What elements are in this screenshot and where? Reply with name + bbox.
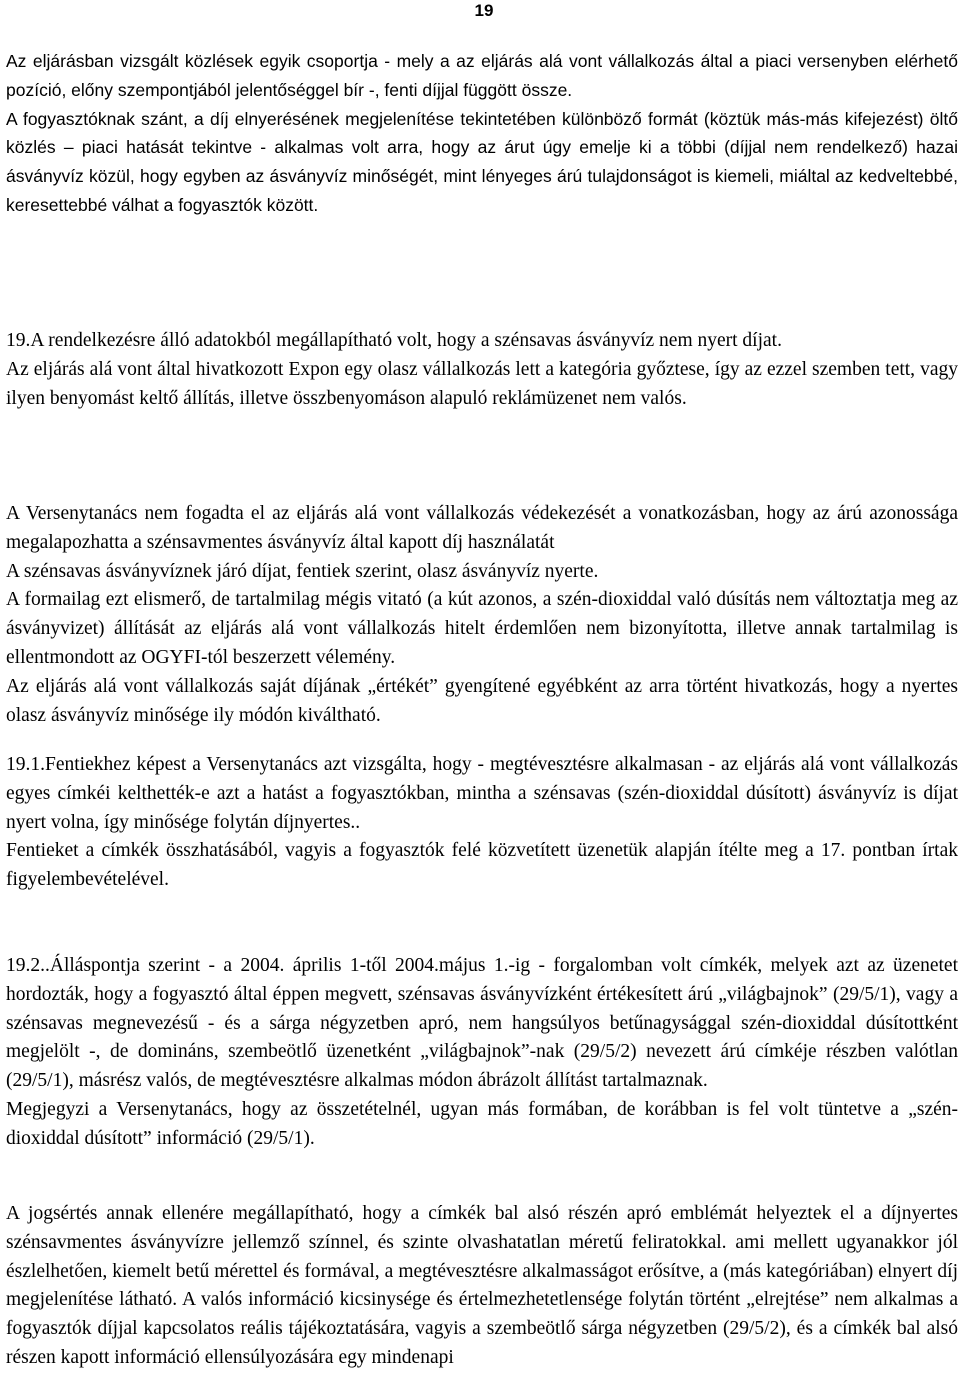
paragraph-block-award-communication bbox=[6, 47, 958, 220]
paragraph: 19.1.Fentiekhez képest a Versenytanács azt vizsgálta, hogy - megtévesztésre alkalmasan - az eljárás alá vont vállalkozás egyes címkéi kelthették-e azt a hatást a fogyasztókban, mintha a szénsavas (szén-dioxiddal dúsított) ásványvíz is díjat nyert volna, így minősége folytán díjnyertes.. bbox=[6, 754, 958, 833]
page-number: 19 bbox=[474, 1, 494, 20]
section-19 bbox=[6, 327, 958, 413]
paragraph: A fogyasztóknak szánt, a díj elnyerésének megjelenítése tekintetében különböző formát (köztük más-más kifejezést) öltő közlés – piaci hatását tekintve - alkalmas volt arra, hogy az árut úgy emelje ki a többi (díjjal nem rendelkező) hazai ásványvíz közül, hogy egyben az ásványvíz minőségét, mint lényeges árú tulajdonságot is kiemeli, miáltal az kedveltebbé, keresettebbé válhat a fogyasztók között. bbox=[6, 108, 958, 215]
section-19-1 bbox=[6, 751, 958, 895]
paragraph: 19.A rendelkezésre álló adatokból megállapítható volt, hogy a szénsavas ásványvíz nem nyert díjat. bbox=[6, 330, 782, 351]
paragraph: A Versenytanács nem fogadta el az eljárás alá vont vállalkozás védekezését a vonatkozásban, hogy az árú azonossága megalapozhatta a szénsavmentes ásványvíz által kapott díj használatát bbox=[6, 503, 958, 553]
paragraph: A jogsértés annak ellenére megállapítható, hogy a címkék bal alsó részén apró emblémát helyeztek el a díjnyertes szénsavmentes ásványvízre jellemző színnel, és szinte olvashatatlan méretű feliratokkal. ami mellett ugyanakkor jól észlelhetően, kiemelt betű mérettel és formával, a megtévesztésre alkalmasságot erősítve, a (más kategóriában) elnyert díj megjelenítése látható. A valós információ kicsinysége és értelmezhetetlensége folytán történt „elrejtése” nem alkalmas a fogyasztók díjjal kapcsolatos reális tájékoztatására, vagyis a szembeötlő sárga négyzetben (29/5/2), és a címkék bal alsó részen kapott információ ellensúlyozására egy mindenapi bbox=[6, 1203, 958, 1368]
paragraph-block-competition-council bbox=[6, 500, 958, 730]
paragraph-block-infringement bbox=[6, 1200, 958, 1373]
paragraph: Megjegyzi a Versenytanács, hogy az összetételnél, ugyan más formában, de korábban is fel volt tüntetve a „szén-dioxiddal dúsított” információ (29/5/1). bbox=[6, 1098, 958, 1149]
section-19-2 bbox=[6, 952, 958, 1154]
paragraph: 19.2..Álláspontja szerint - a 2004. április 1-től 2004.május 1.-ig - forgalomban volt címkék, melyek azt az üzenetet hordozták, hogy a fogyasztó által éppen megvett, szénsavas ásványvízként értékesített árú „világbajnok” (29/5/1), vagy a szénsavas megnevezésű - és a sárga négyzetben apró, nem hangsúlyos betűnagysággal szén-dioxiddal dúsítottként megjelölt -, de domináns, szembeötlő üzenetként „világbajnok”-nak (29/5/2) nevezett árú címkéje részben valótlan (29/5/1), másrész valós, de megtévesztésre alkalmas módon ábrázolt állítást tartalmaznak. bbox=[6, 955, 958, 1092]
paragraph: Az eljárás alá vont vállalkozás saját díjának „értékét” gyengítené egyébként az arra történt hivatkozás, hogy a nyertes olasz ásványvíz minősége ily módón kiváltható. bbox=[6, 675, 958, 726]
paragraph: A szénsavas ásványvíznek járó díjat, fentiek szerint, olasz ásványvíz nyerte. bbox=[6, 560, 599, 582]
paragraph: Fentieket a címkék összhatásából, vagyis a fogyasztók felé közvetített üzenetük alapján ítélte meg a 17. pontban írtak figyelembevételével. bbox=[6, 840, 958, 891]
paragraph: A formailag ezt elismerő, de tartalmilag mégis vitató (a kút azonos, a szén-dioxiddal való dúsítás nem változtatja meg az ásványvizet) állítását az eljárás alá vont vállalkozás hitelt érdemlően nem bizonyította, illetve annak tartalmilag is ellentmondott az OGYFI-tól beszerzett vélemény. bbox=[6, 589, 958, 668]
paragraph: Az eljárásban vizsgált közlések egyik csoportja - mely a az eljárás alá vont vállalkozás által a piaci versenyben elérhető pozíció, előny szempontjából jelentőséggel bír -, fenti díjjal függött össze. bbox=[6, 51, 958, 100]
paragraph: Az eljárás alá vont által hivatkozott Expon egy olasz vállalkozás lett a kategória győztese, így az ezzel szemben tett, vagy ilyen benyomást keltő állítás, illetve összbenyomáson alapuló reklámüzenet nem valós. bbox=[6, 358, 958, 409]
